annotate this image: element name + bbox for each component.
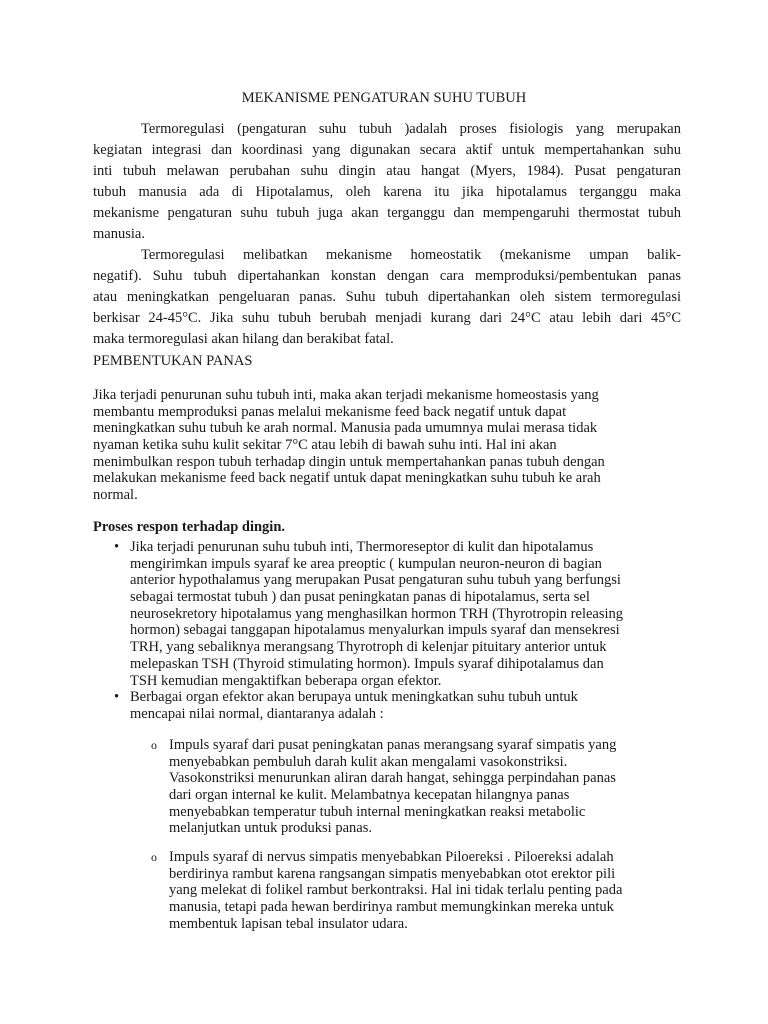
text-line: Impuls syaraf dari pusat peningkatan panas merangsang syaraf simpatis yang [169,737,617,753]
text-line: Jika terjadi penurunan suhu tubuh inti, maka akan terjadi mekanisme homeostasis yang [93,387,599,403]
text-line: Impuls syaraf di nervus simpatis menyebabkan Piloereksi . Piloereksi adalah [169,849,614,865]
text-line: Termoregulasi (pengaturan suhu tubuh )adalah proses fisiologis yang merupakan [141,121,681,137]
document-title: MEKANISME PENGATURAN SUHU TUBUH [241,90,527,106]
text-line: melakukan mekanisme feed back negatif untuk dapat meningkatkan suhu tubuh ke arah [93,470,601,487]
text-line: membentuk lapisan tebal insulator udara. [169,915,408,932]
text-line: neurosekretory hipotalamus yang menghasilkan hormon TRH (Thyrotropin releasing [130,605,624,622]
bullet-icon: • [114,539,120,555]
text-line: inti tubuh melawan perubahan suhu dingin atau hangat (Myers, 1984). Pusat pengaturan [93,163,681,179]
text-line: menyebabkan temperatur tubuh internal meningkatkan reaksi metabolic [169,803,586,820]
text-line: meningkatkan suhu tubuh ke arah normal. Manusia pada umumnya mulai merasa tidak [93,420,598,437]
text-line: Berbagai organ efektor akan berupaya untuk meningkatkan suhu tubuh untuk [130,689,578,705]
text-line: nyaman ketika suhu kulit sekitar 7°C atau lebih di bawah suhu inti. Hal ini akan [93,437,557,454]
text-line: mekanisme pengaturan suhu tubuh juga akan terganggu dan mempengaruhi thermostat tubuh [93,205,681,221]
text-line: mengirimkan impuls syaraf ke area preoptic ( kumpulan neuron-neuron di bagian [130,555,602,572]
text-line: anterior hypothalamus yang merupakan Pusat pengaturan suhu tubuh yang berfungsi [130,572,621,589]
text-line: normal. [93,487,138,504]
text-line: dari organ internal ke kulit. Melambatnya kecepatan hilangnya panas [169,787,570,804]
sub-bullet-item [151,737,617,837]
text-line: manusia, tetapi pada hewan berdirinya rambut memungkinkan mereka untuk [169,899,614,916]
text-line: membantu memproduksi panas melalui mekanisme feed back negatif untuk dapat [93,403,567,420]
bullet-icon: • [114,689,120,705]
text-line: melanjutkan untuk produksi panas. [169,820,372,837]
paragraph-1 [93,119,681,245]
text-line: kegiatan integrasi dan koordinasi yang digunakan secara aktif untuk mempertahankan suhu [93,142,681,158]
sub-bullet-item [151,849,623,932]
text-line: atau meningkatkan pengeluaran panas. Suhu tubuh dipertahankan oleh sistem termoregulasi [93,289,681,305]
paragraph-3 [93,387,605,504]
text-line: Vasokonstriksi menurunkan aliran darah hangat, sehingga perpindahan panas [169,770,616,787]
text-line: TSH kemudian mengaktifkan beberapa organ efektor. [130,672,442,689]
text-line: tubuh manusia ada di Hipotalamus, oleh karena itu jika hipotalamus terganggu maka [93,184,681,200]
subheading: Proses respon terhadap dingin. [93,519,286,535]
text-line: berkisar 24-45°C. Jika suhu tubuh berubah menjadi kurang dari 24°C atau lebih dari 45°C [93,310,681,326]
paragraph-2 [93,245,681,350]
text-line: melepaskan TSH (Thyroid stimulating hormon). Impuls syaraf dihipotalamus dan [130,655,604,672]
text-line: mencapai nilai normal, diantaranya adalah : [130,705,384,722]
text-line: maka termoregulasi akan hilang dan berakibat fatal. [93,331,394,347]
circle-bullet-icon: o [151,738,157,752]
text-line: menimbulkan respon tubuh terhadap dingin untuk mempertahankan panas tubuh dengan [93,453,605,470]
text-line: menyebabkan pembuluh darah kulit akan mengalami vasokonstriksi. [169,753,568,770]
text-line: TRH, yang sebaliknya merangsang Thyrotroph di kelenjar pituitary anterior untuk [130,639,607,656]
section-heading: PEMBENTUKAN PANAS [93,353,253,369]
text-line: sebagai termostat tubuh ) dan pusat peningkatan panas di hipotalamus, serta sel [130,589,590,606]
text-line: yang melekat di folikel rambut berkontraksi. Hal ini tidak terlalu penting pada [169,882,623,899]
text-line: Termoregulasi melibatkan mekanisme homeostatik (mekanisme umpan balik- [141,247,681,263]
text-line: hormon) sebagai tanggapan hipotalamus menyalurkan impuls syaraf dan mensekresi [130,622,620,639]
text-line: negatif). Suhu tubuh dipertahankan konstan dengan cara memproduksi/pembentukan panas [93,268,681,284]
text-line: manusia. [93,226,145,242]
bullet-item [114,689,578,722]
text-line: Jika terjadi penurunan suhu tubuh inti, Thermoreseptor di kulit dan hipotalamus [130,539,594,555]
text-line: berdirinya rambut karena rangsangan simpatis menyebabkan otot erektor pili [169,865,616,882]
bullet-item [114,539,624,689]
circle-bullet-icon: o [151,850,157,864]
